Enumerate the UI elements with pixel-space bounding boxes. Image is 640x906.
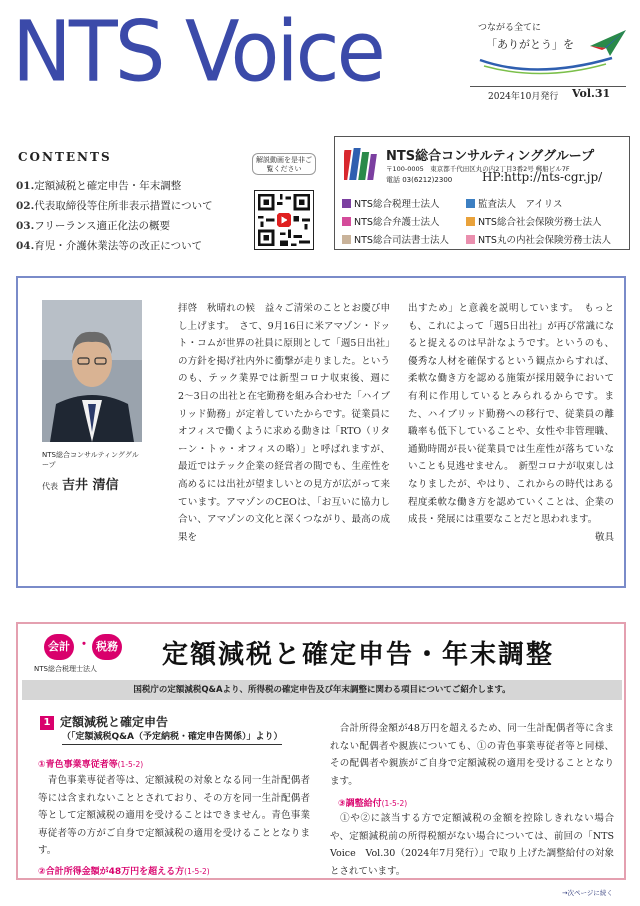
subhead-blue-return-employee	[38, 757, 143, 770]
member-firm	[466, 232, 611, 246]
next-page-link[interactable]: →次ページに続く	[562, 889, 613, 897]
contents-item-number: 04.	[16, 240, 35, 252]
portrait-role: 代表	[42, 482, 58, 491]
contents-item-number: 03.	[16, 220, 35, 232]
group-phone: 電話 03(6212)2300	[386, 176, 453, 184]
category-separator: ・	[77, 637, 91, 653]
contents-item-label: 代表取締役等住所非表示措置について	[34, 200, 213, 212]
tagline-line2: 「ありがとう」を	[486, 38, 574, 51]
contents-item[interactable]	[16, 178, 181, 193]
section-title: 定額減税と確定申告	[60, 715, 169, 729]
contents-item-number: 02.	[16, 200, 35, 212]
swoosh-decoration	[476, 52, 616, 78]
portrait-company: NTS総合コンサルティンググループ	[42, 451, 139, 469]
category-pill-accounting: 会計	[44, 634, 74, 660]
member-color-square	[342, 235, 351, 244]
subhead-reference: (1-5-2)	[381, 799, 408, 808]
member-label: NTS総合社会保険労務士法人	[478, 217, 602, 228]
subhead-text: ③調整給付	[338, 799, 382, 809]
member-label: NTS総合司法書士法人	[354, 235, 449, 246]
greeting-column-1: 拝啓 秋晴れの候 益々ご清栄のこととお慶び申し上げます。 さて、9月16日に米アマゾン・ドット・コムが世界の社員に原則として「週5日出社」の方針を掲げ社内外に衝撃が走りました。というのも、テック業界では新型コロナ収束後、週に2〜3日の出社と在宅勤務を組み合わせた「ハイブリッド勤務」が定着していたからです。従業員にオフィスで働くように求める動きは「RTO（リターン・トゥ・オフィスの略）」と呼ばれますが、最近ではテック企業の経営者の間でも、生産性を高めるには出社が望ましいとの見方が広がって来ています。アマゾンのCEOは、「お互いに協力し合い、アマゾンの文化と深くつながり、最高の成果を	[178, 303, 390, 543]
group-logo-icon	[344, 146, 380, 184]
contents-item-label: 定額減税と確定申告・年末調整	[34, 180, 182, 192]
member-color-square	[466, 235, 475, 244]
greeting-sign-off: 敬具	[594, 531, 614, 543]
qr-code-icon[interactable]	[254, 190, 314, 250]
group-name: NTS総合コンサルティンググループ	[386, 149, 595, 164]
contents-item[interactable]	[16, 238, 202, 253]
subhead-reference: (1-5-2)	[117, 760, 144, 769]
masthead-title: NTS Voice	[12, 2, 383, 101]
member-firm	[342, 196, 439, 210]
portrait-name: 吉井 清信	[62, 478, 119, 493]
subhead-reference: (1-5-2)	[184, 867, 210, 876]
feature-firm: NTS総合税理士法人	[34, 665, 97, 673]
feature-title: 定額減税と確定申告・年末調整	[162, 640, 555, 670]
paragraph-income-over-480k: 合計所得金額が48万円を超えるため、同一生計配偶者等に含まれない配偶者や親族についても、①の青色事業専従者等と同様、その配偶者や親族がご自身で定額減税の適用を受けることとなります。	[330, 723, 614, 787]
member-color-square	[466, 217, 475, 226]
member-color-square	[342, 217, 351, 226]
member-firm	[342, 214, 439, 228]
subhead-text: ①青色事業専従者等	[38, 760, 118, 770]
member-label: NTS総合弁護士法人	[354, 217, 440, 228]
member-label: 監査法人 アイリス	[478, 199, 563, 210]
member-firm	[466, 214, 601, 228]
section-number: 1	[40, 716, 54, 730]
subhead-income-over-480k	[38, 864, 210, 877]
member-color-square	[342, 199, 351, 208]
tagline-line1: つながる全てに	[478, 23, 542, 33]
member-firm	[342, 232, 449, 246]
contents-item-label: 育児・介護休業法等の改正について	[34, 240, 203, 252]
issue-date: 2024年10月発行	[488, 92, 559, 102]
category-pill-tax: 税務	[92, 634, 122, 660]
contents-item-label: フリーランス適正化法の概要	[34, 220, 171, 232]
qr-caption: 解説動画を是非ご覧ください	[252, 153, 316, 175]
greeting-column-2-text: 出すため」と意義を説明しています。 もっとも、これによって「週5日出社」が再び常識になると捉えるのは早計なようです。というのも、優秀な人材を確保するという観点からすれば、柔軟な働き方を認める施策が採用競争において有利に作用しているとみられるからです。また、ハイブリッド勤務への移行で、従業員の離職率も低下していることや、女性や非管理職、通勤時間が長い従業員では生産性が落ちていないことも見逃せません。 新型コロナが収束しはなりましたが、やはり、これからの時代はある程度柔軟な働き方を認めていくことは、企業の成長・発展には重要なことだと思われます。	[408, 303, 614, 526]
contents-item[interactable]	[16, 198, 213, 213]
member-label: NTS総合税理士法人	[354, 199, 440, 210]
representative-portrait	[42, 300, 142, 442]
group-address: 〒100-0005 東京都千代田区丸の内2丁目3番2号 郵船ビル7F	[386, 165, 570, 173]
contents-heading: CONTENTS	[18, 150, 112, 164]
subhead-text: ②合計所得金額が48万円を超える方	[38, 867, 185, 877]
section-subtitle: （「定額減税Q&A（予定納税・確定申告関係）」より）	[62, 729, 282, 745]
group-url-link[interactable]: HP:http://nts-cgr.jp/	[482, 170, 603, 184]
paragraph-adjustment-benefit: ①や②に該当する方で定額減税の金額を控除しきれない場合や、定額減税前の所得税額がない場合については、前回の「NTS Voice Vol.30（2024年7月発行）」で取り上げた調整給付の対象とされています。	[330, 813, 614, 877]
member-color-square	[466, 199, 475, 208]
member-firm	[466, 196, 562, 210]
member-label: NTS丸の内社会保険労務士法人	[478, 235, 611, 246]
contents-item[interactable]	[16, 218, 170, 233]
portrait-name-row	[42, 474, 119, 493]
contents-item-number: 01.	[16, 180, 35, 192]
feature-lead: 国税庁の定額減税Q&Aより、所得税の確定申告及び年末調整に関わる項目についてご紹介します。	[22, 680, 622, 700]
paragraph-blue-return-employee: 青色事業専従者等は、定額減税の対象となる同一生計配偶者等には含まれないこととされており、その方を同一生計配偶者等として定額減税の適用を受けることはできません。青色事業専従者等の方がご自身で定額減税の適用を受けることとなります。	[38, 775, 310, 857]
subhead-adjustment-benefit	[338, 796, 407, 809]
issue-volume: Vol.31	[572, 87, 611, 100]
greeting-column-2	[408, 300, 614, 580]
